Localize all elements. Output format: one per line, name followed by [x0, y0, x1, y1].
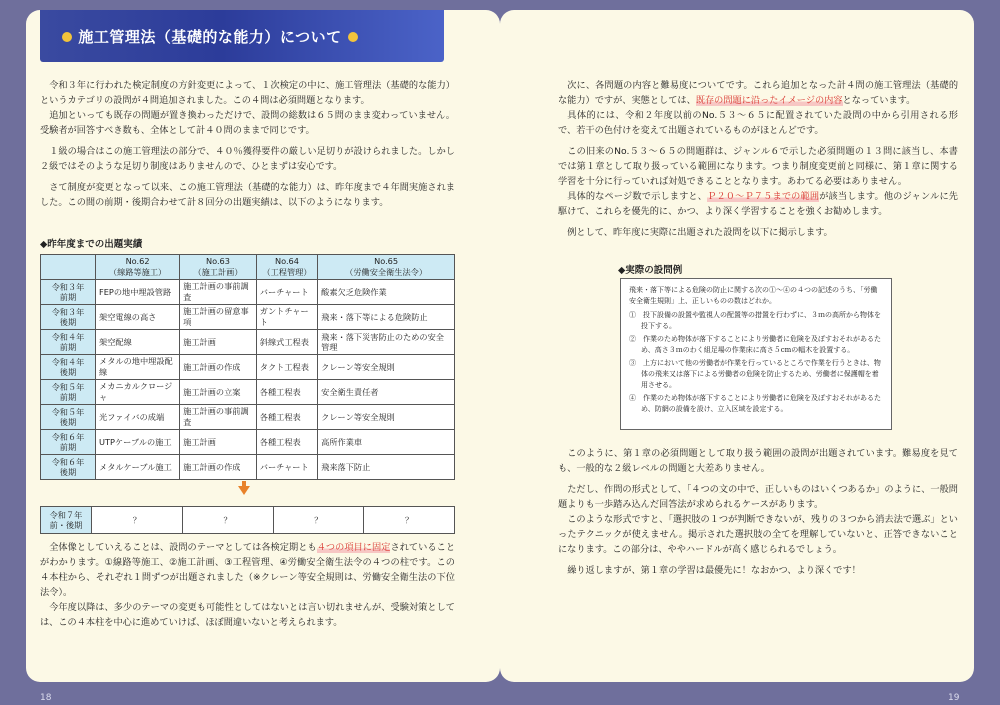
year-label: 令和５年	[51, 407, 85, 417]
table-cell: 架空配線	[96, 330, 180, 355]
year-cell	[41, 330, 96, 355]
intro-paragraph: １級の場合はこの施工管理法の部分で、４０％獲得要件の厳しい足切りが設けられました。しかし２級ではそのような足切り制度はありませんので、ひとまずは安心です。	[40, 146, 455, 172]
table-row	[41, 507, 455, 534]
column-header	[180, 255, 257, 280]
table-cell: 安全衛生責任者	[318, 380, 455, 405]
question-option: ③ 上方において他の労働者が作業を行っているところで作業を行うときは、物体の飛来又は落下による労働者の危険を防止するため、労働者に保護帽を着用させる。	[629, 359, 881, 389]
summary-text	[40, 540, 455, 636]
body-paragraph: 繰り返しますが、第１章の学習は最優先に！なおかつ、より深くです！	[567, 565, 861, 576]
bullet-dot-icon	[348, 32, 358, 42]
table-cell: 施工計画	[180, 430, 257, 455]
column-no: No.63	[205, 256, 230, 266]
body-paragraph: このように、第１章の必須問題として取り扱う範囲の設問が出題されています。難易度を見ても、一般的な２級レベルの問題と大差ありません。	[558, 448, 958, 474]
body-text-part: が該当します。他のジャンルに先駆けて、これらを優先的に、かつ、より深く学習することを強くお勧めします。	[558, 191, 958, 217]
column-topic: （施工計画）	[193, 267, 243, 277]
column-header	[318, 255, 455, 280]
future-exam-table	[40, 506, 455, 534]
table-cell: 飛来・落下等による危険防止	[318, 305, 455, 330]
table-cell: 斜線式工程表	[256, 330, 317, 355]
column-topic: （労働安全衛生法令）	[345, 267, 428, 277]
down-arrow-icon	[238, 486, 250, 495]
intro-paragraph: 令和３年に行われた検定制度の方針変更によって、１次検定の中に、施工管理法（基礎的な能力）というカテゴリの設問が４問追加されました。この４問は必須問題となります。	[40, 80, 455, 106]
term-label: 後期	[59, 367, 77, 377]
page-number-left: 18	[40, 693, 52, 703]
highlight-text: ４つの項目に固定	[316, 542, 391, 553]
table-row	[41, 405, 455, 430]
table-row	[41, 355, 455, 380]
term-label: 前・後期	[49, 520, 83, 530]
column-no: No.65	[374, 256, 399, 266]
year-label: 令和４年	[51, 357, 85, 367]
term-label: 後期	[59, 417, 77, 427]
question-option: ① 投下設備の設置や監視人の配置等の措置を行わずに、３ｍの高所から物体を投下する。	[629, 311, 881, 330]
highlight-text: 既存の問題に沿ったイメージの内容	[695, 95, 843, 106]
table-cell: 飛来・落下災害防止のための安全管理	[318, 330, 455, 355]
year-cell	[41, 455, 96, 480]
column-topic: （線路等施工）	[108, 267, 167, 277]
table-heading: ◆昨年度までの出題実績	[40, 239, 143, 250]
banner-title	[40, 26, 380, 47]
table-cell: ？	[364, 507, 455, 534]
table-row	[41, 330, 455, 355]
body-text-part: 次に、各問題の内容と難易度についてです。これら追加となった計４問の施工管理法（基礎的な能力）ですが、実態としては、	[558, 80, 958, 106]
body-paragraph: 具体的には、令和２年度以前のNo.５３～６５に配置されていた設問の中から引用される形で、若干の色付けを変えて出題されているものがほとんどです。	[558, 110, 958, 136]
body-paragraph: このような形式ですと、「選択肢の１つが判断できないが、残りの３つから消去法で選ぶ」といったテクニックが使えません。掲示された選択肢の全てを理解していないと、正答できないことになります。この部分は、ややハードルが高く感じられるでしょう。	[558, 514, 958, 555]
table-cell: UTPケーブルの施工	[96, 430, 180, 455]
example-question-box	[620, 278, 892, 430]
column-header	[256, 255, 317, 280]
summary-paragraph: 今年度以降は、多少のテーマの変更も可能性としてはないとは言い切れませんが、受験対策としては、この４本柱を中心に進めていけば、ほぼ間違いないと考えられます。	[40, 602, 455, 628]
table-cell: 施工計画の立案	[180, 380, 257, 405]
body-text-part: となっています。	[842, 95, 916, 106]
year-label: 令和３年	[51, 307, 85, 317]
intro-paragraph: 追加といっても既存の問題が置き換わっただけで、設問の総数は６５問のまま変わっていません。受験者が回答すべき数も、全体として計４０問のままで同じです。	[40, 110, 455, 136]
year-cell	[41, 405, 96, 430]
table-cell: 高所作業車	[318, 430, 455, 455]
term-label: 前期	[59, 442, 77, 452]
table-cell: 施工計画	[180, 330, 257, 355]
table-cell: 施工計画の事前調査	[180, 405, 257, 430]
year-label: 令和５年	[51, 382, 85, 392]
column-no: No.64	[274, 256, 299, 266]
term-label: 前期	[59, 392, 77, 402]
table-cell: 酸素欠乏危険作業	[318, 280, 455, 305]
table-row	[41, 430, 455, 455]
table-cell: ？	[273, 507, 364, 534]
table-cell: バーチャート	[256, 455, 317, 480]
year-label: 令和６年	[51, 432, 85, 442]
table-cell: 各種工程表	[256, 405, 317, 430]
left-page	[26, 10, 500, 682]
question-option: ② 作業のため物体が落下することにより労働者に危険を及ぼすおそれがあるため、高さ３ｍのわく組足場の作業床に高さ５cmの幅木を設置する。	[629, 335, 881, 354]
table-cell: メタルの地中埋設配線	[96, 355, 180, 380]
table-cell: バーチャート	[256, 280, 317, 305]
table-cell: 施工計画の留意事項	[180, 305, 257, 330]
table-cell: 施工計画の作成	[180, 455, 257, 480]
summary-text-part: 全体像としていえることは、設問のテーマとしては各検定期とも	[49, 542, 317, 553]
summary-paragraph	[40, 540, 455, 600]
year-label: 令和３年	[51, 282, 85, 292]
table-cell: メタルケーブル施工	[96, 455, 180, 480]
content-text-bottom	[558, 446, 958, 584]
table-row	[41, 380, 455, 405]
year-cell	[41, 305, 96, 330]
table-cell: クレーン等安全規則	[318, 405, 455, 430]
table-cell: 施工計画の作成	[180, 355, 257, 380]
table-cell: 各種工程表	[256, 430, 317, 455]
question-option: ④ 作業のため物体が落下することにより労働者に危険を及ぼすおそれがあるため、防網の設備を設け、立入区域を設定する。	[629, 394, 881, 413]
term-label: 前期	[59, 342, 77, 352]
right-page	[500, 10, 974, 682]
term-label: 後期	[59, 317, 77, 327]
year-cell	[41, 507, 92, 534]
content-text-top	[558, 78, 958, 246]
body-paragraph	[558, 78, 958, 108]
table-cell: ？	[92, 507, 183, 534]
question-text: 飛来・落下等による危険の防止に関する次の①～④の４つの記述のうち、「労働安全衛生規則」上、正しいものの数はどれか。	[629, 286, 878, 305]
table-cell: FEPの地中埋設管路	[96, 280, 180, 305]
table-row	[41, 305, 455, 330]
body-text-part: 具体的なページ数で示しますと、	[567, 191, 708, 202]
year-cell	[41, 280, 96, 305]
term-label: 前期	[59, 292, 77, 302]
body-paragraph: 例として、昨年度に実際に出題された設問を以下に掲示します。	[567, 227, 833, 238]
term-label: 後期	[59, 467, 77, 477]
table-row	[41, 455, 455, 480]
table-cell: 架空電線の高さ	[96, 305, 180, 330]
year-cell	[41, 355, 96, 380]
year-label: 令和４年	[51, 332, 85, 342]
column-topic: （工程管理）	[262, 267, 312, 277]
table-cell: クレーン等安全規則	[318, 355, 455, 380]
page-number-right: 19	[948, 693, 960, 703]
table-cell: 飛来落下防止	[318, 455, 455, 480]
banner-title-text: 施工管理法（基礎的な能力）について	[78, 28, 342, 46]
body-paragraph	[558, 189, 958, 219]
table-cell: メカニカルクロージャ	[96, 380, 180, 405]
highlight-text: Ｐ２０～Ｐ７５までの範囲	[707, 191, 820, 202]
year-label: 令和６年	[51, 457, 85, 467]
table-header-row	[41, 255, 455, 280]
column-header	[96, 255, 180, 280]
body-paragraph: この旧来のNo.５３～６５の問題群は、ジャンル６で示した必須問題の１３問に該当し、本書では第１章として取り扱っている範囲になります。つまり制度変更前と同様に、第１章に関する学習を十分に行っていれば対処できることとなります。あわてる必要はありません。	[558, 146, 958, 187]
table-cell: ？	[182, 507, 273, 534]
example-heading: ◆実際の設問例	[618, 265, 683, 276]
exam-history-table	[40, 254, 455, 480]
intro-paragraph: さて制度が変更となって以来、この施工管理法（基礎的な能力）は、昨年度まで４年間実施されました。この間の前期・後期合わせて計８回分の出題実績は、以下のようになります。	[40, 182, 455, 208]
table-cell: 各種工程表	[256, 380, 317, 405]
body-paragraph: ただし、作問の形式として、「４つの文の中で、正しいものはいくつあるか」のように、一般問題よりも一歩踏み込んだ回答法が求められるケースがあります。	[558, 484, 958, 510]
column-no: No.62	[125, 256, 150, 266]
table-cell: 光ファイバの成端	[96, 405, 180, 430]
bullet-dot-icon	[62, 32, 72, 42]
section-banner	[40, 10, 444, 62]
table-cell: ガントチャート	[256, 305, 317, 330]
summary-text-part: されていることがわかります。①線路等施工、②施工計画、③工程管理、④労働安全衛生法令の４つの柱です。この４本柱から、それぞれ１問ずつが出題されました（※クレーン等安全規則は、労働安全衛生法の下位法令）。	[40, 542, 456, 598]
year-label: 令和７年	[49, 510, 83, 520]
table-cell: タクト工程表	[256, 355, 317, 380]
intro-text	[40, 78, 455, 216]
table-corner	[41, 255, 96, 280]
year-cell	[41, 380, 96, 405]
year-cell	[41, 430, 96, 455]
table-cell: 施工計画の事前調査	[180, 280, 257, 305]
table-row	[41, 280, 455, 305]
